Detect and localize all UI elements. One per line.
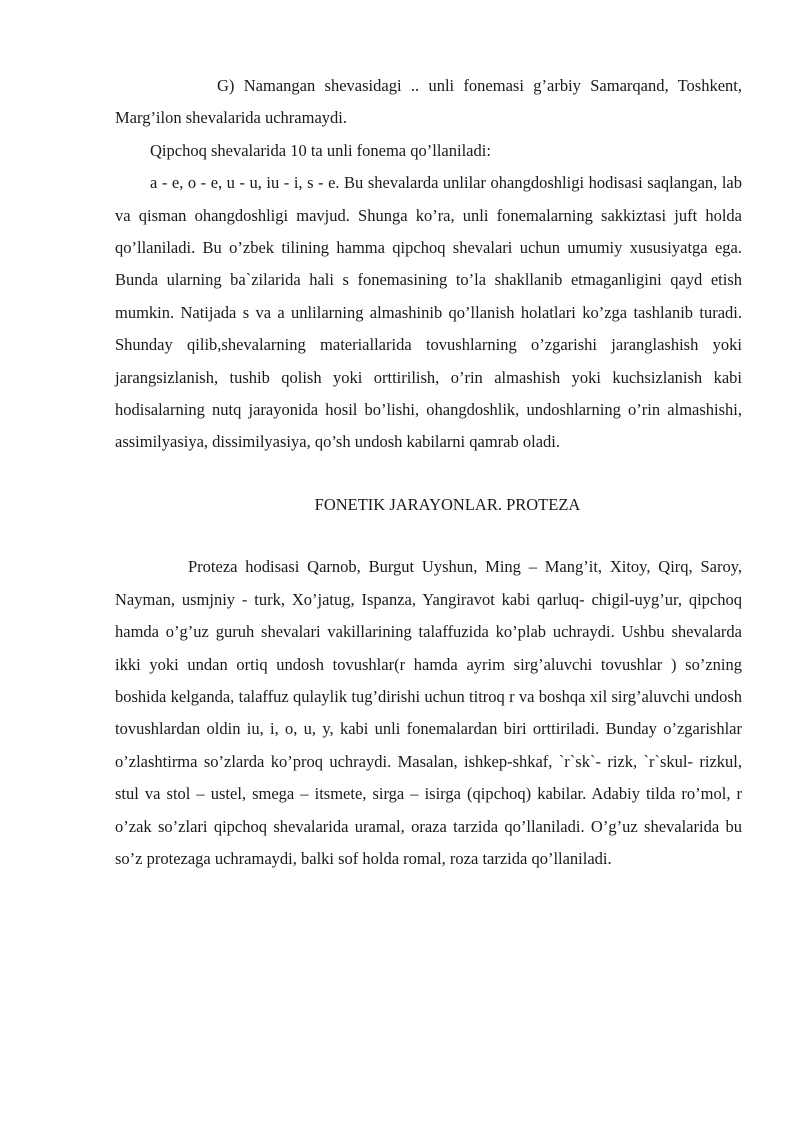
section-heading: FONETIK JARAYONLAR. PROTEZA [314, 494, 581, 514]
document-page [115, 70, 742, 875]
paragraph-proteza: Proteza hodisasi Qarnob, Burgut Uyshun, Ming – Mang’it, Xitoy, Qirq, Saroy, Nayman, usmjniy - turk, Xo’jatug, Ispanza, Yangiravot kabi qarluq- chigil-uyg’ur, qipchoq hamda o’g’uz guruh shevalari vakillarining talaffuzida ko’plab uchraydi. Ushbu shevalarda ikki yoki undan ortiq undosh tovushlar(r hamda ayrim sirg’aluvchi tovushlar ) so’zning boshida kelganda, talaffuz qulaylik tug’dirishi uchun titroq r va boshqa xil sirg’aluvchi undosh tovushlardan oldin iu, i, o, u, y, kabi unli fonemalardan biri orttiriladi. Bunday o’zgarishlar o’zlashtirma so’zlarda ko’proq uchraydi. Masalan, ishkep-shkaf, `r`sk`- rizk, `r`skul- rizkul, stul va stol – ustel, smega – itsmete, sirga – isirga (qipchoq) kabilar. Adabiy tilda ro’mol, r o’zak so’zlari qipchoq shevalarida uramal, oraza tarzida qo’llaniladi. O’g’uz shevalarida bu so’z protezaga uchramaydi, balki sof holda romal, roza tarzida qo’llaniladi. [115, 557, 742, 868]
paragraph-qipchoq-intro: Qipchoq shevalarida 10 ta unli fonema qo’llaniladi: [150, 140, 491, 160]
paragraph-namangan: G) Namangan shevasidagi .. unli fonemasi g’arbiy Samarqand, Toshkent, Marg’ilon shevalarida uchramaydi. [115, 76, 742, 128]
paragraph-vowel-harmony: a - e, o - e, u - u, iu - i, s - e. Bu shevalarda unlilar ohangdoshligi hodisasi saqlangan, lab va qisman ohangdoshligi mavjud. Shunga ko’ra, unli fonemalarning sakkiztasi juft holda qo’llaniladi. Bu o’zbek tilining hamma qipchoq shevalari uchun umumiy xususiyatga ega. Bunda ularning ba`zilarida hali s fonemasining to’la shakllanib etmaganligini qayd etish mumkin. Natijada s va a unlilarning almashinib qo’llanish holatlari ko’zga tashlanib turadi. Shunday qilib,shevalarning materiallarida tovushlarning o’zgarishi jaranglashish yoki jarangsizlanish, tushib qolish yoki orttirilish, o’rin almashish yoki kuchsizlanish kabi hodisalarning nutq jarayonida hosil bo’lishi, ohangdoshlik, undoshlarning o’rin almashishi, assimilyasiya, dissimilyasiya, qo’sh undosh kabilarni qamrab oladi. [115, 173, 742, 452]
